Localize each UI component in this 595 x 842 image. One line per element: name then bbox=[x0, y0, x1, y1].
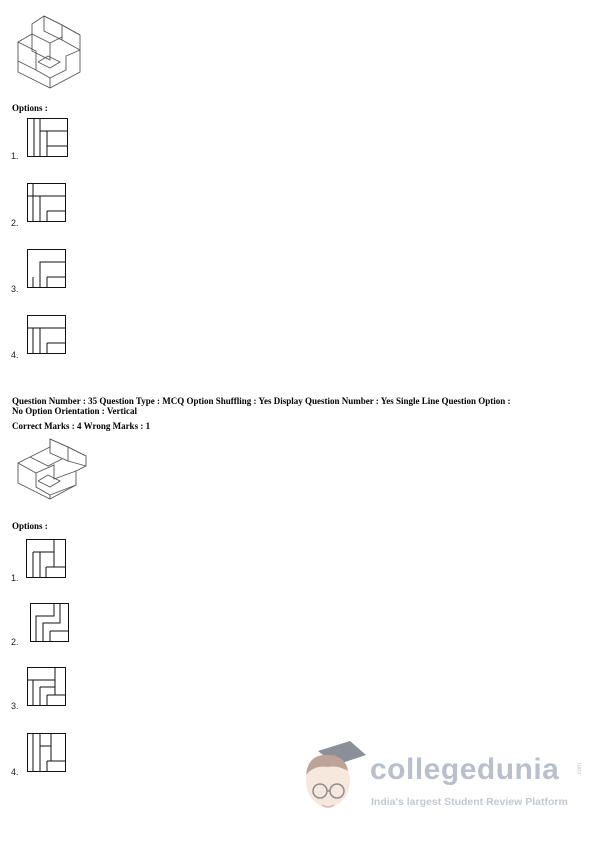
option-figure[interactable] bbox=[30, 603, 72, 645]
question-meta bbox=[12, 397, 587, 416]
option-number[interactable]: 1. bbox=[11, 573, 19, 583]
watermark-tagline: India's largest Student Review Platform bbox=[371, 796, 568, 808]
mascot-logo-icon bbox=[290, 735, 368, 825]
option-figure[interactable] bbox=[27, 249, 69, 291]
option-number[interactable]: 4. bbox=[11, 350, 19, 360]
option-number[interactable]: 1. bbox=[11, 151, 19, 161]
option-figure[interactable] bbox=[26, 539, 68, 581]
option-number[interactable]: 3. bbox=[11, 701, 19, 711]
options-label: Options : bbox=[12, 521, 48, 531]
watermark-brand: collegedunia bbox=[370, 753, 560, 786]
question-marks: Correct Marks : 4 Wrong Marks : 1 bbox=[12, 421, 151, 431]
option-number[interactable]: 4. bbox=[11, 767, 19, 777]
question-meta-line: Question Number : 35 Question Type : MCQ Option Shuffling : Yes Display Question Number : Yes Single Line Question Option : bbox=[12, 396, 511, 406]
watermark-com: .com bbox=[577, 763, 583, 777]
option-number[interactable]: 2. bbox=[11, 637, 19, 647]
question-figure-isometric bbox=[10, 433, 90, 518]
option-figure[interactable] bbox=[27, 315, 69, 357]
option-figure[interactable] bbox=[27, 667, 69, 709]
question-meta-line: No Option Orientation : Vertical bbox=[12, 405, 137, 416]
option-number[interactable]: 3. bbox=[11, 284, 19, 294]
option-number[interactable]: 2. bbox=[11, 218, 19, 228]
option-figure[interactable] bbox=[27, 118, 69, 160]
option-figure[interactable] bbox=[27, 733, 69, 775]
option-figure[interactable] bbox=[27, 183, 69, 225]
options-label: Options : bbox=[12, 103, 48, 113]
question-figure-isometric bbox=[10, 10, 90, 95]
